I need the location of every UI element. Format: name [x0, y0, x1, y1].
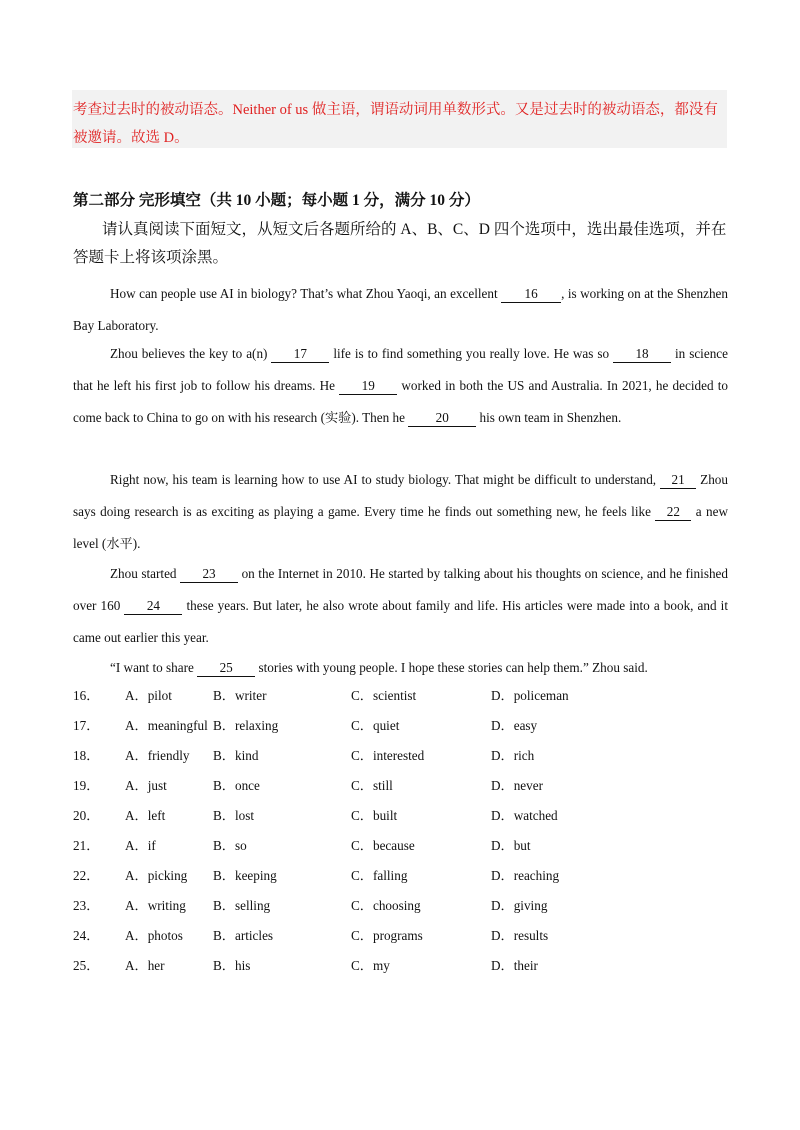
option-20-b: B．lost — [213, 808, 255, 823]
question-23: 23． A．writing B．selling C．choosing D．giving — [73, 895, 728, 925]
option-18-d: D．rich — [491, 748, 535, 763]
option-22-b: B．keeping — [213, 868, 277, 883]
passage-paragraph-1: How can people use AI in biology? That’s what Zhou Yaoqi, an excellent 16 , is working on at the Shenzhen Bay Laboratory. — [73, 286, 729, 333]
question-16: 16． A．pilot B．writer C．scientist D．policeman — [73, 685, 728, 715]
option-16-b: B．writer — [213, 688, 267, 703]
option-18-b: B．kind — [213, 748, 259, 763]
answer-options — [73, 685, 728, 985]
option-16-a: A．pilot — [125, 688, 172, 703]
option-25-c: C．my — [351, 958, 390, 973]
option-25-b: B．his — [213, 958, 251, 973]
blank-20: 20 — [408, 410, 476, 427]
option-25-d: D．their — [491, 958, 538, 973]
option-16-d: D．policeman — [491, 688, 569, 703]
option-21-d: D．but — [491, 838, 531, 853]
option-23-a: A．writing — [125, 898, 186, 913]
passage-paragraph-2: Zhou believes the key to a(n) 17 life is to find something you really love. He was so 18 in science that he left his first job to follow his dreams. He 19 worked in both the US and Australia. In 2021, he decided to come back to China to go on with his research (实验). Then he 20 his own team in Shenzhen. — [73, 346, 728, 425]
option-17-d: D．easy — [491, 718, 538, 733]
question-20: 20． A．left B．lost C．built D．watched — [73, 805, 728, 835]
option-23-d: D．giving — [491, 898, 548, 913]
option-20-c: C．built — [351, 808, 398, 823]
option-22-a: A．picking — [125, 868, 188, 883]
blank-25: 25 — [197, 660, 255, 677]
question-21: 21． A．if B．so C．because D．but — [73, 835, 728, 865]
section-instruction: 请认真阅读下面短文，从短文后各题所给的 A、B、C、D 四个选项中，选出最佳选项，并在答题卡上将该项涂黑。 — [73, 221, 727, 266]
blank-24: 24 — [124, 598, 182, 615]
option-24-a: A．photos — [125, 928, 183, 943]
blank-17: 17 — [271, 346, 329, 363]
blank-22: 22 — [655, 504, 691, 521]
option-21-b: B．so — [213, 838, 247, 853]
option-19-d: D．never — [491, 778, 543, 793]
option-17-a: A．meaningful — [125, 718, 208, 733]
question-25: 25． A．her B．his C．my D．their — [73, 955, 728, 985]
option-21-c: C．because — [351, 838, 415, 853]
option-18-a: A．friendly — [125, 748, 190, 763]
blank-23: 23 — [180, 566, 238, 583]
option-23-c: C．choosing — [351, 898, 421, 913]
blank-18: 18 — [613, 346, 671, 363]
option-23-b: B．selling — [213, 898, 271, 913]
section-title: 第二部分 完形填空（共 10 小题；每小题 1 分，满分 10 分） — [73, 192, 480, 209]
blank-21: 21 — [660, 472, 696, 489]
explanation-text: 考查过去时的被动语态。Neither of us 做主语，谓语动词用单数形式。又是过去时的被动语态，都没有被邀请。故选 D。 — [73, 102, 718, 146]
option-24-c: C．programs — [351, 928, 423, 943]
option-19-a: A．just — [125, 778, 167, 793]
option-22-c: C．falling — [351, 868, 408, 883]
option-17-b: B．relaxing — [213, 718, 279, 733]
option-16-c: C．scientist — [351, 688, 417, 703]
option-19-c: C．still — [351, 778, 393, 793]
question-19: 19． A．just B．once C．still D．never — [73, 775, 728, 805]
option-21-a: A．if — [125, 838, 156, 853]
option-17-c: C．quiet — [351, 718, 400, 733]
blank-16: 16 — [501, 286, 561, 303]
option-25-a: A．her — [125, 958, 165, 973]
option-24-b: B．articles — [213, 928, 274, 943]
question-24: 24． A．photos B．articles C．programs D．results — [73, 925, 728, 955]
passage-paragraph-5: “I want to share 25 stories with young people. I hope these stories can help them.” Zhou said. — [110, 660, 648, 675]
passage-paragraph-4: Zhou started 23 on the Internet in 2010. He started by talking about his thoughts on science, and he finished over 160 24 these years. But later, he also wrote about family and life. His articles were made into a book, and it came out earlier this year. — [73, 566, 729, 645]
blank-19: 19 — [339, 378, 397, 395]
option-24-d: D．results — [491, 928, 549, 943]
question-22: 22． A．picking B．keeping C．falling D．reaching — [73, 865, 728, 895]
option-18-c: C．interested — [351, 748, 425, 763]
question-17: 17． A．meaningful B．relaxing C．quiet D．easy — [73, 715, 728, 745]
option-22-d: D．reaching — [491, 868, 560, 883]
option-20-a: A．left — [125, 808, 166, 823]
question-18: 18． A．friendly B．kind C．interested D．rich — [73, 745, 728, 775]
option-20-d: D．watched — [491, 808, 558, 823]
option-19-b: B．once — [213, 778, 260, 793]
passage-paragraph-3: Right now, his team is learning how to use AI to study biology. That might be difficult to understand, 21 Zhou says doing research is as exciting as playing a game. Every time he finds out something new, he feels like 22 a new level (水平). — [73, 472, 728, 551]
